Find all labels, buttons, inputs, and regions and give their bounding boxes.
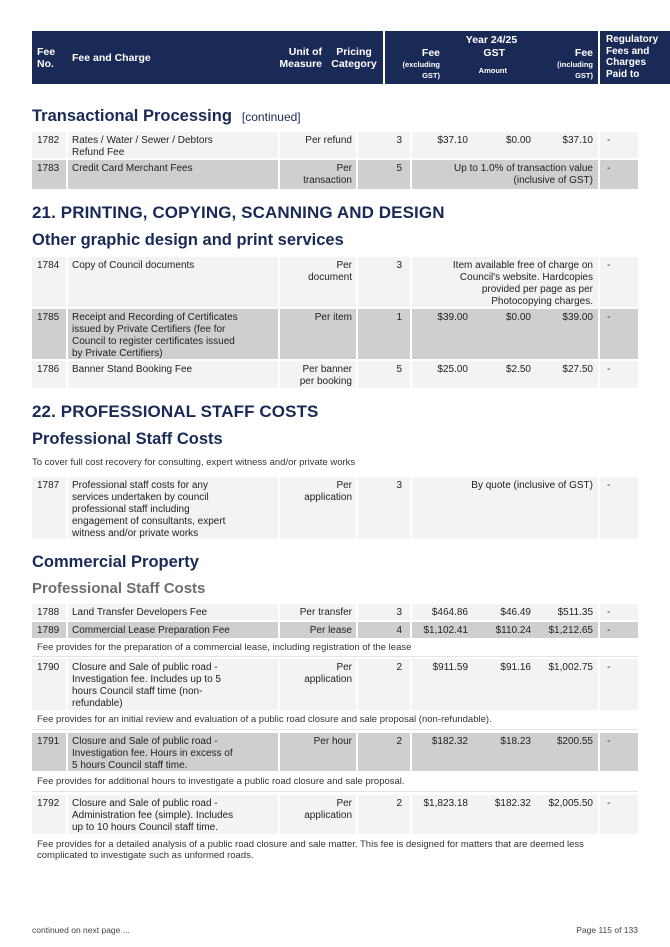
continued-label: [continued]: [241, 110, 301, 124]
fee-number: 1790: [37, 662, 60, 673]
header-pricing: Pricing Category: [331, 46, 377, 70]
fee-name: Closure and Sale of public road - Investigation fee. Includes up to 5 hours Council staff time (non- refundable): [72, 662, 221, 709]
regulatory-paid-to: -: [607, 736, 611, 747]
regulatory-cell: [600, 309, 638, 359]
header-unit: Unit of Measure: [279, 46, 322, 70]
regulatory-paid-to: -: [607, 662, 611, 673]
fee-number-cell: [32, 160, 66, 189]
fee-name: Commercial Lease Preparation Fee: [72, 625, 230, 636]
category-cell: [358, 160, 410, 189]
fee-excl-gst: $1,102.41: [423, 625, 468, 636]
section-transactional: Transactional Processing [continued]: [32, 107, 301, 125]
table-row: [32, 257, 638, 307]
section-professional-costs: Professional Staff Costs: [32, 430, 223, 448]
fee-name: Professional staff costs for any services undertaken by council professional staff including engagement of consultants, expert witness and/or private works: [72, 480, 226, 539]
unit-cell: [280, 132, 356, 158]
regulatory-paid-to: -: [607, 480, 611, 491]
pricing-category: 2: [396, 798, 402, 809]
regulatory-paid-to: -: [607, 798, 611, 809]
header-regulatory: Regulatory Fees and Charges Paid to: [606, 34, 659, 80]
fee-number: 1787: [37, 480, 60, 491]
fee-name-cell: [68, 257, 278, 307]
fee-values-cell: [412, 309, 598, 359]
fee-number-cell: [32, 622, 66, 638]
regulatory-paid-to: -: [607, 312, 611, 323]
fee-values-cell: [412, 622, 598, 638]
note-1789: Fee provides for the preparation of a commercial lease, including registration of the lease: [37, 642, 412, 653]
table-row: [32, 309, 638, 359]
page-number: Page 115 of 133: [576, 925, 638, 935]
fee-incl-gst: $37.10: [562, 135, 593, 146]
fee-excl-gst: $39.00: [437, 312, 468, 323]
fee-values-cell: [412, 733, 598, 771]
header-gst: GST: [483, 47, 505, 59]
fee-span-cell: [412, 257, 598, 307]
header-fee-excl: Fee: [421, 47, 440, 59]
fee-number: 1792: [37, 798, 60, 809]
gst-amount: $0.00: [505, 135, 531, 146]
fee-name-cell: [68, 622, 278, 638]
unit-of-measure: Per transfer: [299, 607, 352, 618]
unit-cell: [280, 160, 356, 189]
fee-name: Credit Card Merchant Fees: [72, 163, 193, 174]
table-row: [32, 361, 638, 388]
fee-incl-gst: $2,005.50: [548, 798, 593, 809]
continued-footer: continued on next page ...: [32, 925, 130, 935]
regulatory-paid-to: -: [607, 364, 611, 375]
category-cell: [358, 361, 410, 388]
fee-number: 1788: [37, 607, 60, 618]
header-fee-incl-sub: (including GST): [557, 60, 593, 80]
fee-name: Receipt and Recording of Certificates issued by Private Certifiers (fee for Council to register certificates issued by Private Certifiers): [72, 312, 238, 359]
table-row: [32, 477, 638, 539]
pricing-category: 5: [396, 364, 402, 375]
gst-amount: $91.16: [500, 662, 531, 673]
regulatory-cell: [600, 733, 638, 771]
fee-excl-gst: $1,823.18: [423, 798, 468, 809]
fee-name: Banner Stand Booking Fee: [72, 364, 193, 375]
regulatory-cell: [600, 477, 638, 539]
unit-of-measure: Per application: [304, 798, 352, 821]
fee-number-cell: [32, 477, 66, 539]
table-row: [32, 160, 638, 189]
fee-name: Land Transfer Developers Fee: [72, 607, 208, 618]
fee-number: 1785: [37, 312, 60, 323]
fee-name: Closure and Sale of public road - Investigation fee. Hours in excess of 5 hours Council staff time.: [72, 736, 233, 771]
fee-number: 1782: [37, 135, 60, 146]
fee-number: 1784: [37, 260, 60, 271]
category-cell: [358, 477, 410, 539]
table-row: [32, 733, 638, 771]
pricing-category: 2: [396, 736, 402, 747]
gst-amount: $110.24: [495, 625, 531, 636]
gst-amount: $46.49: [500, 607, 531, 618]
fee-incl-gst: $511.35: [557, 607, 593, 618]
pricing-category: 3: [396, 260, 402, 271]
unit-of-measure: Per refund: [305, 135, 352, 146]
regulatory-cell: [600, 257, 638, 307]
fee-values-cell: [412, 659, 598, 710]
fee-incl-gst: $1,002.75: [548, 662, 593, 673]
category-cell: [358, 733, 410, 771]
pricing-category: 1: [396, 312, 402, 323]
unit-cell: [280, 309, 356, 359]
fee-name: Rates / Water / Sewer / Debtors Refund Fee: [72, 135, 213, 158]
fee-incl-gst: $200.55: [556, 736, 593, 747]
unit-of-measure: Per document: [308, 260, 352, 283]
table-row: [32, 604, 638, 620]
note-1791: Fee provides for additional hours to investigate a public road closure and sale proposal.: [37, 776, 405, 787]
header-fee-no: Fee No.: [37, 46, 56, 70]
header-fee-excl-sub: (excluding GST): [402, 60, 440, 80]
unit-cell: [280, 257, 356, 307]
unit-of-measure: Per banner per booking: [299, 364, 352, 387]
note-1790: Fee provides for an initial review and evaluation of a public road closure and sale proposal (non-refundable).: [37, 714, 492, 725]
table-row: [32, 795, 638, 834]
gst-amount: $2.50: [505, 364, 531, 375]
fee-name-cell: [68, 795, 278, 834]
pricing-category: 5: [396, 163, 402, 174]
note-1792: Fee provides for a detailed analysis of a public road closure and sale matter. This fee is designed for matters that are deemed less complicated to investigate such as unformed roads.: [37, 839, 584, 861]
category-cell: [358, 132, 410, 158]
fee-incl-gst: $1,212.65: [548, 625, 593, 636]
table-row: [32, 132, 638, 158]
regulatory-paid-to: -: [607, 163, 611, 174]
category-cell: [358, 604, 410, 620]
section-printing: 21. PRINTING, COPYING, SCANNING AND DESIGN: [32, 203, 445, 222]
fee-excl-gst: $911.59: [432, 662, 468, 673]
unit-cell: [280, 659, 356, 710]
regulatory-cell: [600, 361, 638, 388]
unit-of-measure: Per application: [304, 480, 352, 503]
gst-amount: $18.23: [500, 736, 531, 747]
gst-amount: $0.00: [505, 312, 531, 323]
category-cell: [358, 257, 410, 307]
unit-of-measure: Per application: [304, 662, 352, 685]
regulatory-paid-to: -: [607, 625, 611, 636]
fee-number-cell: [32, 309, 66, 359]
category-cell: [358, 795, 410, 834]
fee-excl-gst: $37.10: [437, 135, 468, 146]
professional-note: To cover full cost recovery for consulting, expert witness and/or private works: [32, 457, 356, 468]
header-year: Year 24/25: [465, 34, 518, 46]
fee-number: 1791: [37, 736, 60, 747]
unit-of-measure: Per item: [314, 312, 352, 323]
fee-name-cell: [68, 659, 278, 710]
header-block-regulatory: [600, 31, 670, 84]
header-fee-and-charge: Fee and Charge: [72, 52, 151, 64]
fee-number-cell: [32, 733, 66, 771]
fee-span-cell: [412, 160, 598, 189]
pricing-category: 2: [396, 662, 402, 673]
unit-cell: [280, 622, 356, 638]
unit-cell: [280, 795, 356, 834]
regulatory-cell: [600, 160, 638, 189]
fee-values-cell: [412, 795, 598, 834]
unit-of-measure: Per transaction: [303, 163, 352, 186]
section-professional-grey: Professional Staff Costs: [32, 580, 206, 597]
fee-number-cell: [32, 257, 66, 307]
fee-name: Closure and Sale of public road - Administration fee (simple). Includes up to 10 hours Council staff time.: [72, 798, 234, 833]
regulatory-cell: [600, 659, 638, 710]
divider: [32, 791, 638, 792]
fee-name-cell: [68, 361, 278, 388]
regulatory-cell: [600, 622, 638, 638]
fee-number-cell: [32, 361, 66, 388]
gst-amount: $182.32: [494, 798, 531, 809]
section-commercial-property: Commercial Property: [32, 553, 199, 571]
table-header: [32, 31, 659, 84]
section-professional-staff: 22. PROFESSIONAL STAFF COSTS: [32, 402, 319, 421]
unit-of-measure: Per lease: [309, 625, 352, 636]
category-cell: [358, 309, 410, 359]
fee-description: Up to 1.0% of transaction value (inclusive of GST): [454, 163, 593, 186]
fee-name-cell: [68, 132, 278, 158]
fee-span-cell: [412, 477, 598, 539]
unit-cell: [280, 361, 356, 388]
fee-incl-gst: $27.50: [562, 364, 593, 375]
fee-values-cell: [412, 604, 598, 620]
regulatory-cell: [600, 604, 638, 620]
fee-number-cell: [32, 659, 66, 710]
regulatory-cell: [600, 795, 638, 834]
header-gst-amount: Amount: [478, 66, 507, 75]
fee-description: Item available free of charge on Council's website. Hardcopies provided per page as per Photocopying charges.: [452, 260, 593, 307]
category-cell: [358, 659, 410, 710]
regulatory-paid-to: -: [607, 260, 611, 271]
fee-number: 1786: [37, 364, 60, 375]
fee-excl-gst: $25.00: [437, 364, 468, 375]
header-block-left: [32, 31, 383, 84]
unit-cell: [280, 477, 356, 539]
fee-number: 1789: [37, 625, 60, 636]
fee-excl-gst: $182.32: [431, 736, 468, 747]
fee-values-cell: [412, 361, 598, 388]
fee-excl-gst: $464.86: [431, 607, 468, 618]
divider: [32, 729, 638, 730]
pricing-category: 3: [396, 607, 402, 618]
section-graphic-design: Other graphic design and print services: [32, 231, 344, 249]
fee-name-cell: [68, 733, 278, 771]
pricing-category: 3: [396, 135, 402, 146]
fee-number-cell: [32, 604, 66, 620]
fee-description: By quote (inclusive of GST): [471, 480, 593, 491]
fee-name-cell: [68, 160, 278, 189]
fee-number: 1783: [37, 163, 60, 174]
fee-number-cell: [32, 795, 66, 834]
unit-cell: [280, 604, 356, 620]
table-row: [32, 659, 638, 710]
fee-number-cell: [32, 132, 66, 158]
divider: [32, 656, 638, 657]
fee-name: Copy of Council documents: [72, 260, 195, 271]
fee-incl-gst: $39.00: [562, 312, 593, 323]
table-row: [32, 622, 638, 638]
fee-name-cell: [68, 477, 278, 539]
unit-cell: [280, 733, 356, 771]
pricing-category: 3: [396, 480, 402, 491]
unit-of-measure: Per hour: [313, 736, 352, 747]
category-cell: [358, 622, 410, 638]
fee-name-cell: [68, 309, 278, 359]
pricing-category: 4: [396, 625, 402, 636]
header-block-year: [385, 31, 598, 84]
fee-values-cell: [412, 132, 598, 158]
fee-name-cell: [68, 604, 278, 620]
regulatory-paid-to: -: [607, 135, 611, 146]
regulatory-cell: [600, 132, 638, 158]
regulatory-paid-to: -: [607, 607, 611, 618]
header-fee-incl: Fee: [574, 47, 593, 59]
